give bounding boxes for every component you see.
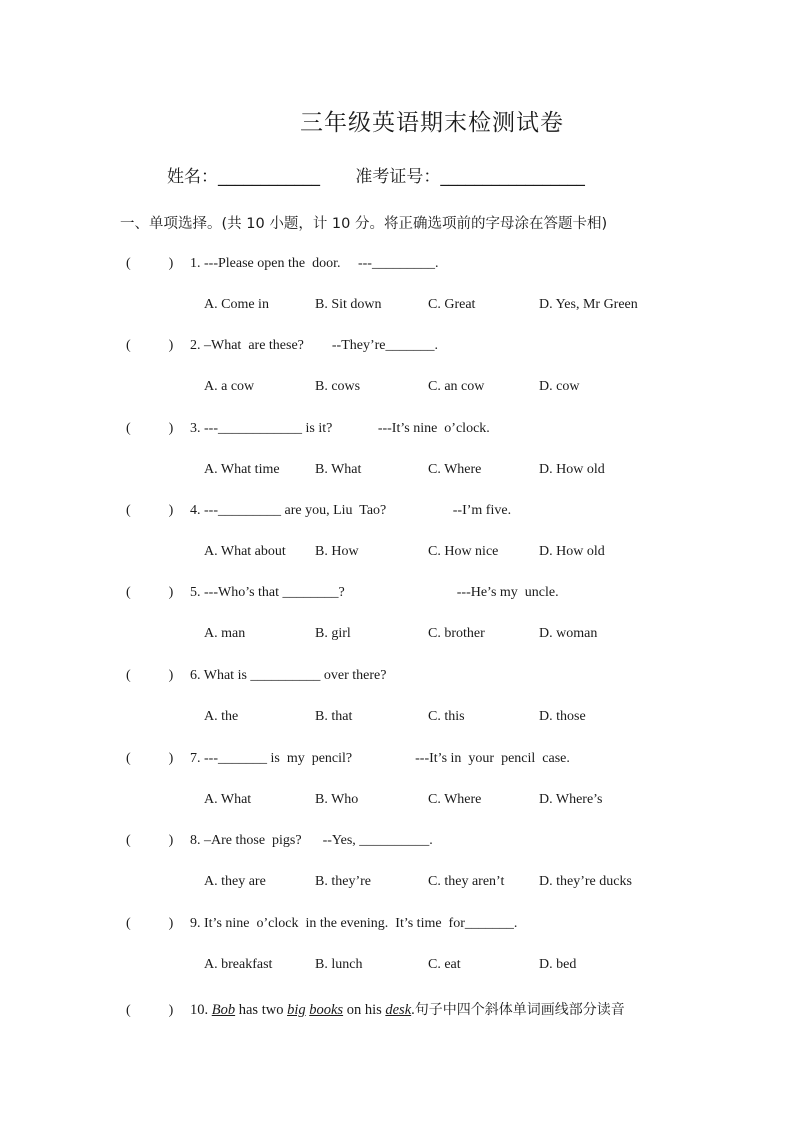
option-d[interactable]: D. those (539, 709, 586, 724)
option-d[interactable]: D. cow (539, 379, 580, 394)
option-b[interactable]: B. Sit down (315, 297, 382, 312)
italic-word: big (287, 1002, 306, 1018)
option-c[interactable]: C. this (428, 709, 465, 724)
option-c[interactable]: C. they aren’t (428, 874, 505, 889)
question-10 (126, 999, 766, 1079)
question-10-stem: 10. Bob has two big books on his desk.句子中四个斜体单词画线部分读音 (190, 1002, 625, 1018)
option-b[interactable]: B. they’re (315, 874, 371, 889)
option-d[interactable]: D. How old (539, 462, 605, 477)
italic-word: desk (385, 1002, 412, 1018)
option-a[interactable]: A. Come in (204, 297, 269, 312)
question-10-line (126, 999, 625, 1019)
answer-paren: ( ) (126, 1003, 174, 1018)
question-stem: 3. ---____________ is it? ---It’s nine o’clock. (190, 421, 490, 436)
option-d[interactable]: D. bed (539, 957, 577, 972)
question-stem: 4. ---_________ are you, Liu Tao? --I’m five. (190, 503, 512, 518)
option-c[interactable]: C. Where (428, 462, 482, 477)
question-5 (126, 585, 766, 665)
answer-paren: ( ) (126, 585, 174, 600)
option-d[interactable]: D. How old (539, 544, 605, 559)
option-a[interactable]: A. What about (204, 544, 286, 559)
exam-id-label: 准考证号： (355, 167, 441, 187)
answer-paren: ( ) (126, 668, 174, 683)
option-b[interactable]: B. that (315, 709, 353, 724)
option-d[interactable]: D. Yes, Mr Green (539, 297, 638, 312)
question-stem: 5. ---Who’s that ________? ---He’s my uncle. (190, 585, 559, 600)
option-a[interactable]: A. What (204, 792, 252, 807)
question-stem: 1. ---Please open the door. ---_________. (190, 256, 439, 271)
question-7 (126, 751, 766, 831)
question-line (126, 585, 559, 601)
option-c[interactable]: C. Where (428, 792, 482, 807)
question-6 (126, 668, 766, 748)
question-line (126, 833, 433, 849)
name-label: 姓名： (167, 167, 218, 187)
answer-paren: ( ) (126, 421, 174, 436)
answer-paren: ( ) (126, 256, 174, 271)
question-stem: 2. –What are these? --They’re_______. (190, 338, 439, 353)
exam-id-blank: _________________ (440, 167, 585, 187)
option-d[interactable]: D. they’re ducks (539, 874, 632, 889)
option-c[interactable]: C. eat (428, 957, 461, 972)
italic-word: Bob (211, 1002, 236, 1018)
question-stem: 8. –Are those pigs? --Yes, __________. (190, 833, 433, 848)
answer-paren: ( ) (126, 503, 174, 518)
option-a[interactable]: A. a cow (204, 379, 255, 394)
option-c[interactable]: C. brother (428, 626, 485, 641)
question-line (126, 916, 517, 932)
answer-paren: ( ) (126, 916, 174, 931)
option-a[interactable]: A. What time (204, 462, 280, 477)
option-a[interactable]: A. man (204, 626, 246, 641)
question-line (126, 668, 386, 684)
question-stem: 9. It’s nine o’clock in the evening. It’s time for_______. (190, 916, 518, 931)
italic-word: books (309, 1002, 344, 1018)
question-stem: 7. ---_______ is my pencil? ---It’s in your pencil case. (190, 751, 570, 766)
answer-paren: ( ) (126, 833, 174, 848)
page-title: 三年级英语期末检测试卷 (300, 110, 564, 136)
option-d[interactable]: D. woman (539, 626, 598, 641)
question-1 (126, 256, 766, 336)
option-c[interactable]: C. an cow (428, 379, 485, 394)
question-4 (126, 503, 766, 583)
answer-paren: ( ) (126, 338, 174, 353)
option-b[interactable]: B. girl (315, 626, 351, 641)
option-b[interactable]: B. What (315, 462, 362, 477)
option-a[interactable]: A. they are (204, 874, 266, 889)
option-b[interactable]: B. How (315, 544, 359, 559)
question-line (126, 751, 570, 767)
option-c[interactable]: C. Great (428, 297, 476, 312)
question-line (126, 256, 438, 272)
name-blank: ____________ (218, 167, 320, 187)
question-line (126, 503, 511, 519)
question-2 (126, 338, 766, 418)
option-b[interactable]: B. Who (315, 792, 359, 807)
option-c[interactable]: C. How nice (428, 544, 499, 559)
option-a[interactable]: A. breakfast (204, 957, 273, 972)
option-b[interactable]: B. lunch (315, 957, 363, 972)
question-line (126, 338, 438, 354)
option-b[interactable]: B. cows (315, 379, 361, 394)
student-info (167, 162, 585, 187)
answer-paren: ( ) (126, 751, 174, 766)
question-8 (126, 833, 766, 913)
question-line (126, 421, 490, 437)
question-3 (126, 421, 766, 501)
question-10-instruction: 句子中四个斜体单词画线部分读音 (414, 1002, 625, 1018)
option-a[interactable]: A. the (204, 709, 239, 724)
question-stem: 6. What is __________ over there? (190, 668, 387, 683)
section-title: 一、单项选择。(共 10 小题，计 10 分。将正确选项前的字母涂在答题卡相) (120, 216, 608, 232)
option-d[interactable]: D. Where’s (539, 792, 603, 807)
question-9 (126, 916, 766, 996)
